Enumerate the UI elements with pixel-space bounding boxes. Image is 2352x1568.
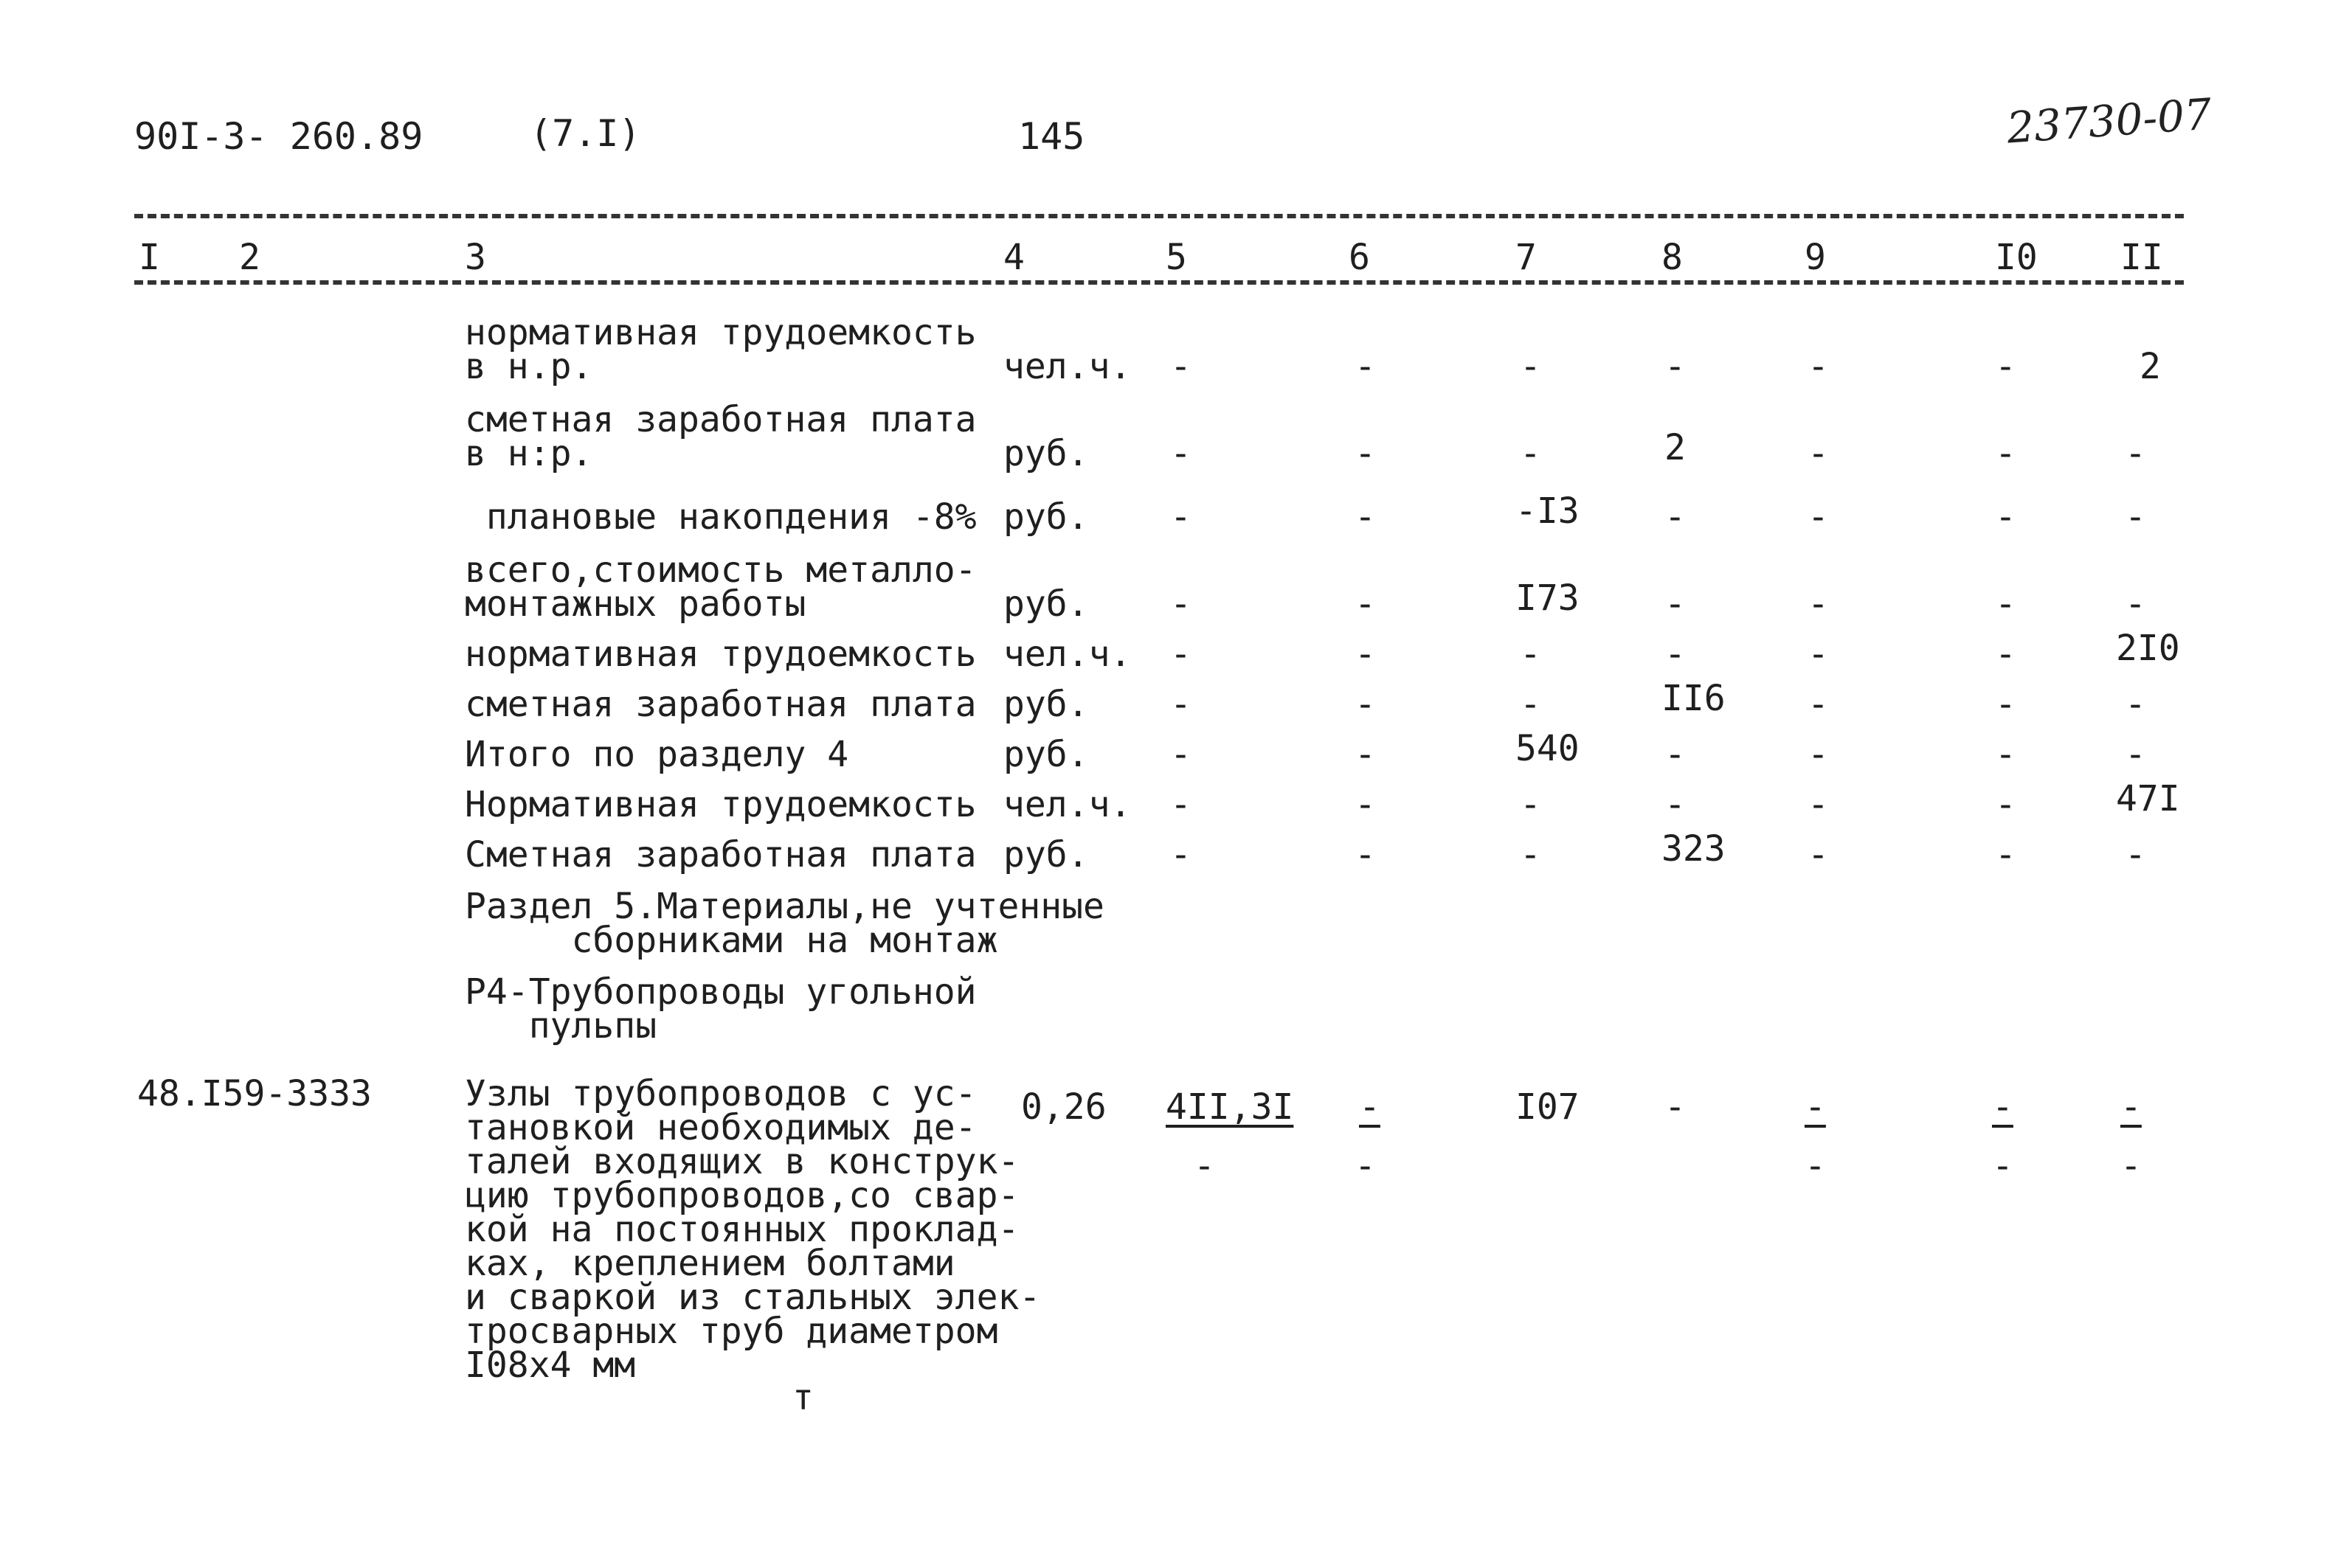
cell-col6: - [1355,684,1376,725]
cell-col5: - [1170,496,1191,538]
cell-col11: 2 [2140,346,2161,387]
cell-col8: 2 [1664,427,1686,468]
row-unit: руб. [1003,734,1089,775]
cell-col8: - [1664,634,1686,675]
row-unit: руб. [1003,496,1089,538]
cell-col8: II6 [1661,678,1726,719]
cell-col5: - [1170,734,1191,775]
cell-col11: - [2125,583,2146,625]
col-1: I [139,237,160,278]
cell-col6: - [1355,734,1376,775]
row-description: Нормативная трудоемкость [465,784,977,825]
cell-col6: - [1355,634,1376,675]
item-quantity: 0,26 [1021,1086,1107,1128]
row-unit: руб. [1003,684,1089,725]
item-description: кой на постоянных проклад- [465,1209,1020,1250]
row-unit: руб. [1003,834,1089,875]
cell-col10: - [1995,734,2016,775]
item-col7: I07 [1515,1086,1580,1128]
row-description: в н:р. [465,433,593,474]
row-unit: руб. [1003,433,1089,474]
row-description: нормативная трудоемкость [465,312,977,353]
row-description: нормативная трудоемкость [465,634,977,675]
row-description: в н.р. [465,346,593,387]
cell-col7: - [1520,784,1541,825]
cell-col7: - [1520,684,1541,725]
cell-col7: - [1520,346,1541,387]
item-col11-bottom: - [2120,1145,2142,1187]
col-11: II [2120,237,2163,278]
cell-col9: - [1808,834,1829,875]
cell-col8: - [1664,583,1686,625]
cell-col9: - [1808,346,1829,387]
cell-col7: - [1520,834,1541,875]
cell-col5: - [1170,684,1191,725]
section-title: Раздел 5.Материалы,не учтенные [465,886,1104,927]
cell-col5: - [1170,583,1191,625]
item-col10-bottom: - [1992,1145,2013,1187]
item-col9-bottom: - [1805,1145,1826,1187]
col-7: 7 [1515,237,1537,278]
cell-col6: - [1355,784,1376,825]
cell-col10: - [1995,834,2016,875]
row-description: плановые накопдения -8% [465,496,977,538]
item-description: талей входящих в конструк- [465,1141,1020,1182]
cell-col10: - [1995,346,2016,387]
col-9: 9 [1805,237,1826,278]
item-code: 48.I59-3333 [137,1073,372,1114]
row-description: сметная заработная плата [465,684,977,725]
col-4: 4 [1003,237,1025,278]
item-col10-top: - [1992,1086,2013,1128]
page-number: 145 [1018,115,1085,158]
item-description: тросварных труб диаметром [465,1311,998,1352]
item-col5-bottom: - [1194,1145,1215,1187]
cell-col6: - [1355,346,1376,387]
row-description: сметная заработная плата [465,399,977,440]
item-col5-top: 4II,3I [1166,1086,1294,1128]
cell-col9: - [1808,433,1829,474]
item-description: и сваркой из стальных элек- [465,1277,1041,1318]
cell-col8: 323 [1661,828,1726,870]
col-8: 8 [1661,237,1683,278]
cell-col6: - [1355,496,1376,538]
cell-col11: 47I [2116,778,2180,819]
item-description: цию трубопроводов,со свар- [465,1175,1020,1216]
cell-col7: -I3 [1515,490,1580,532]
cell-col6: - [1355,583,1376,625]
cell-col5: - [1170,834,1191,875]
cell-col9: - [1808,634,1829,675]
cell-col5: - [1170,346,1191,387]
cell-col8: - [1664,784,1686,825]
row-unit: чел.ч. [1003,634,1132,675]
item-description: ках, креплением болтами [465,1243,955,1284]
col-2: 2 [239,237,260,278]
cell-col8: - [1664,496,1686,538]
row-unit: чел.ч. [1003,346,1132,387]
section-number: (7.I) [530,112,641,155]
cell-col9: - [1808,734,1829,775]
row-description: всего,стоимость металло- [465,549,977,591]
cell-col9: - [1808,684,1829,725]
cell-col11: - [2125,834,2146,875]
cell-col11: - [2125,433,2146,474]
cell-col9: - [1808,784,1829,825]
handwritten-number: 23730-07 [2005,89,2213,153]
cell-col6: - [1355,433,1376,474]
cell-col5: - [1170,433,1191,474]
row-description: Сметная заработная плата [465,834,977,875]
item-col6-bottom: - [1355,1145,1376,1187]
cell-col6: - [1355,834,1376,875]
cell-col10: - [1995,433,2016,474]
cell-col10: - [1995,583,2016,625]
section-title: сборниками на монтаж [465,920,998,961]
subsection-title: пульпы [465,1005,657,1047]
header-rule-top [134,214,2184,218]
item-description: тановкой необходимых де- [465,1107,977,1148]
cell-col9: - [1808,496,1829,538]
cell-col11: - [2125,496,2146,538]
row-unit: руб. [1003,583,1089,625]
col-6: 6 [1349,237,1370,278]
item-description: I08х4 мм [465,1345,636,1386]
cell-col7: - [1520,433,1541,474]
item-col8: - [1664,1086,1686,1128]
cell-col11: - [2125,734,2146,775]
cell-col10: - [1995,784,2016,825]
cell-col11: 2I0 [2116,628,2180,669]
cell-col9: - [1808,583,1829,625]
row-unit: чел.ч. [1003,784,1132,825]
document-code: 90I-3- 260.89 [134,115,423,158]
item-unit-note: т [792,1377,814,1418]
cell-col5: - [1170,784,1191,825]
header-rule-bottom [134,280,2184,285]
item-col11-top: - [2120,1086,2142,1128]
subsection-title: Р4-Трубопроводы угольной [465,971,977,1013]
cell-col5: - [1170,634,1191,675]
col-5: 5 [1166,237,1187,278]
cell-col7: 540 [1515,728,1580,769]
cell-col10: - [1995,634,2016,675]
col-3: 3 [465,237,486,278]
row-description: монтажных работы [465,583,806,625]
cell-col10: - [1995,684,2016,725]
cell-col10: - [1995,496,2016,538]
item-col9-top: - [1805,1086,1826,1128]
row-description: Итого по разделу 4 [465,734,849,775]
item-col6-top: - [1359,1086,1380,1128]
item-description: Узлы трубопроводов с ус- [465,1073,977,1114]
cell-col8: - [1664,346,1686,387]
cell-col7: - [1520,634,1541,675]
cell-col8: - [1664,734,1686,775]
cell-col7: I73 [1515,577,1580,619]
col-10: I0 [1995,237,2038,278]
cell-col11: - [2125,684,2146,725]
